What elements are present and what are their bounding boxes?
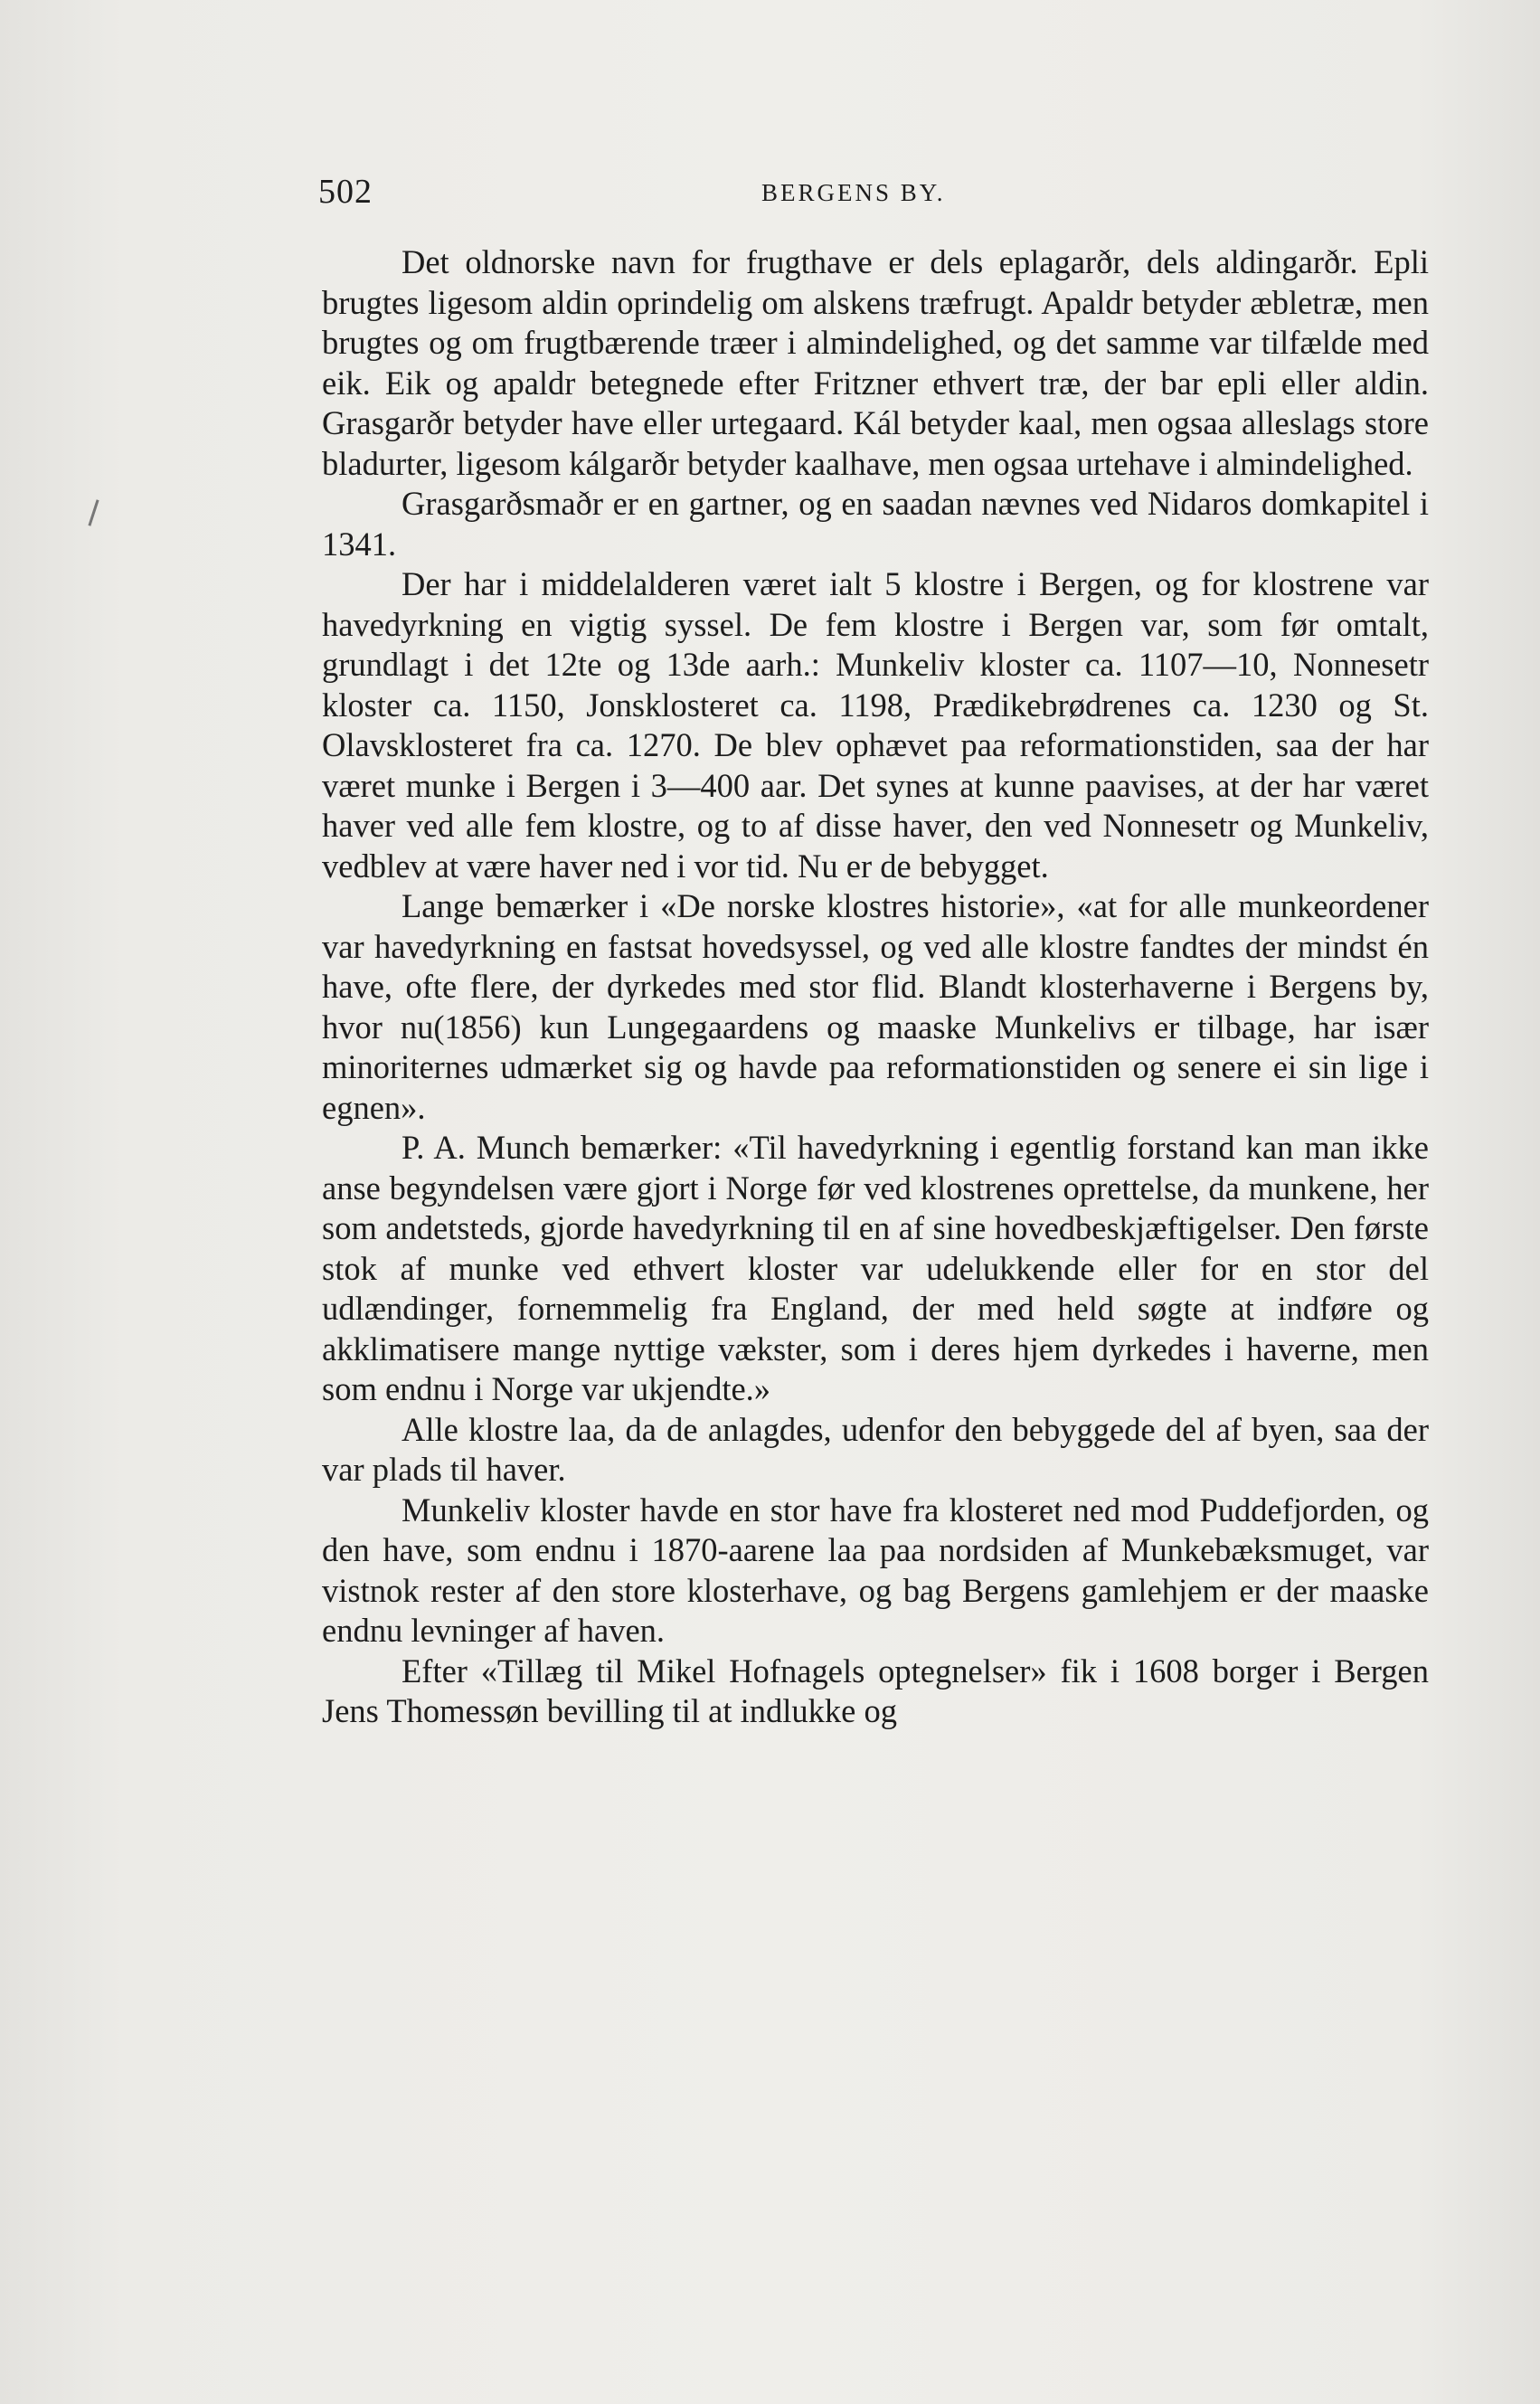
margin-pencil-mark (88, 499, 99, 525)
paragraph: Alle klostre laa, da de anlagdes, udenfor den bebyggede del af byen, saa der var plads til haver. (322, 1410, 1429, 1488)
paragraph: P. A. Munch bemærker: «Til havedyrkning i egentlig forstand kan man ikke anse begyndelsen være gjort i Norge før ved klostrenes oprettelse, da munkene, her som andetsteds, gjorde havedyrkning til en af sine hovedbeskjæftigelser. Den første stok af munke ved ethvert kloster var udelukkende eller for en stor del udlændinger, fornemmelig fra England, der med held søgte at indføre og akklimatisere mange nyttige vækster, som i deres hjem dyrkedes i haverne, men som endnu i Norge var ukjendte.» (322, 1129, 1429, 1407)
paragraph: Efter «Tillæg til Mikel Hofnagels optegnelser» fik i 1608 borger i Bergen Jens Thomessøn bevilling til at indlukke og (322, 1652, 1429, 1729)
page-number: 502 (318, 173, 373, 211)
paragraph: Lange bemærker i «De norske klostres historie», «at for alle munkeordener var havedyrkning en fastsat hovedsyssel, og ved alle klostre fandtes der mindst én have, ofte flere, der dyrkedes med stor flid. Blandt klosterhaverne i Bergens by, hvor nu(1856) kun Lungegaardens og maaske Munkelivs er tilbage, har især minoriternes udmærket sig og havde paa reformationstiden og senere ei sin lige i egnen». (322, 887, 1429, 1126)
paragraph: Det oldnorske navn for frugthave er dels eplagarðr, dels aldingarðr. Epli brugtes ligesom aldin oprindelig om alskens træfrugt. Apaldr betyder æbletræ, men brugtes og om frugtbærende træer i almindelighed, og det samme var tilfælde med eik. Eik og apaldr betegnede efter Fritzner ethvert træ, der bar epli eller aldin. Grasgarðr betyder have eller urtegaard. Kál betyder kaal, men ogsaa alleslags store bladurter, ligesom kálgarðr betyder kaalhave, men ogsaa urtehave i almindelighed. (322, 243, 1429, 482)
page-header (318, 172, 1432, 217)
paragraph: Der har i middelalderen været ialt 5 klostre i Bergen, og for klostrene var havedyrkning en vigtig syssel. De fem klostre i Bergen var, som før omtalt, grundlagt i det 12te og 13de aarh.: Munkeliv kloster ca. 1107—10, Nonnesetr kloster ca. 1150, Jonsklosteret ca. 1198, Prædikebrødrenes ca. 1230 og St. Olavsklosteret fra ca. 1270. De blev ophævet paa reformationstiden, saa der har været munke i Bergen i 3—400 aar. Det synes at kunne paavises, at der har været haver ved alle fem klostre, og to af disse haver, den ved Nonnesetr og Munkeliv, vedblev at være haver ned i vor tid. Nu er de bebygget. (322, 565, 1429, 885)
paragraph: Grasgarðsmaðr er en gartner, og en saadan nævnes ved Nidaros domkapitel i 1341. (322, 485, 1429, 563)
body-text (322, 242, 1429, 1732)
running-head: BERGENS BY. (761, 179, 946, 206)
paragraph: Munkeliv kloster havde en stor have fra klosteret ned mod Puddefjorden, og den have, som endnu i 1870-aarene laa paa nordsiden af Munkebæksmuget, var vistnok rester af den store klosterhave, og bag Bergens gamlehjem er der maaske endnu levninger af haven. (322, 1491, 1429, 1649)
